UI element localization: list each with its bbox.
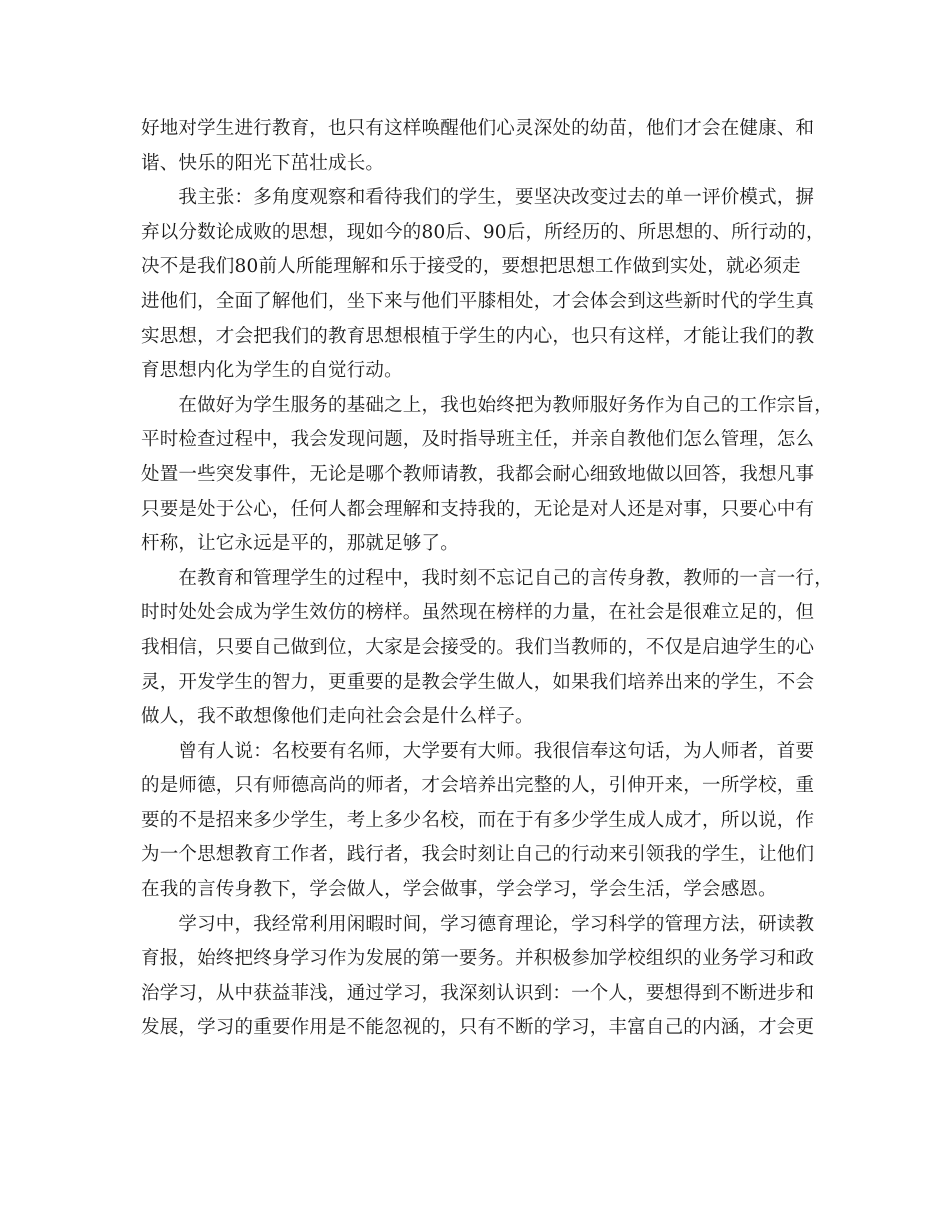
text-line: 弃以分数论成败的思想，现如今的80后、90后，所经历的、所思想的、所行动的，: [141, 221, 825, 243]
text-line: 灵，开发学生的智力，更重要的是教会学生做人，如果我们培养出来的学生，不会: [141, 671, 815, 693]
text-line: 育报，始终把终身学习作为发展的第一要务。并积极参加学校组织的业务学习和政: [141, 948, 815, 970]
text-line: 进他们，全面了解他们，坐下来与他们平膝相处，才会体会到这些新时代的学生真: [141, 290, 815, 312]
text-line: 在我的言传身教下，学会做人，学会做事，学会学习，学会生活，学会感恩。: [141, 879, 777, 901]
text-line: 做人，我不敢想像他们走向社会会是什么样子。: [141, 706, 534, 728]
text-line: 在做好为学生服务的基础之上，我也始终把为教师服好务作为自己的工作宗旨，: [141, 394, 833, 416]
text-line: 决不是我们80前人所能理解和乐于接受的，要想把思想工作做到实处，就必须走: [141, 256, 801, 278]
text-line: 我相信，只要自己做到位，大家是会接受的。我们当教师的，不仅是启迪学生的心: [141, 636, 815, 658]
text-line: 好地对学生进行教育，也只有这样唤醒他们心灵深处的幼苗，他们才会在健康、和: [141, 118, 815, 139]
document-body: [141, 112, 833, 1046]
text-line: 治学习，从中获益菲浅，通过学习，我深刻认识到：一个人，要想得到不断进步和: [141, 982, 815, 1004]
text-line: 要的不是招来多少学生，考上多少名校，而在于有多少学生成人成才，所以说，作: [141, 809, 815, 831]
text-line: 发展，学习的重要作用是不能忽视的，只有不断的学习，丰富自己的内涵，才会更: [141, 1017, 815, 1039]
text-line: 实思想，才会把我们的教育思想根植于学生的内心，也只有这样，才能让我们的教: [141, 325, 815, 347]
text-line: 育思想内化为学生的自觉行动。: [141, 360, 403, 382]
text-line: 曾有人说：名校要有名师，大学要有大师。我很信奉这句话，为人师者，首要: [141, 740, 815, 762]
text-line: 时时处处会成为学生效仿的榜样。虽然现在榜样的力量，在社会是很难立足的，但: [141, 602, 815, 624]
text-line: 谐、快乐的阳光下茁壮成长。: [141, 152, 385, 174]
text-line: 在教育和管理学生的过程中，我时刻不忘记自己的言传身教，教师的一言一行，: [141, 567, 833, 589]
text-line: 为一个思想教育工作者，践行者，我会时刻让自己的行动来引领我的学生，让他们: [141, 844, 815, 866]
text-line: 平时检查过程中，我会发现问题，及时指导班主任，并亲自教他们怎么管理，怎么: [141, 429, 815, 451]
text-line: 只要是处于公心，任何人都会理解和支持我的，无论是对人还是对事，只要心中有: [141, 498, 815, 520]
text-line: 我主张：多角度观察和看待我们的学生，要坚决改变过去的单一评价模式，摒: [141, 187, 815, 209]
text-line: 杆称，让它永远是平的，那就足够了。: [141, 533, 459, 555]
text-line: 处置一些突发事件，无论是哪个教师请教，我都会耐心细致地做以回答，我想凡事: [141, 463, 815, 485]
text-line: 的是师德，只有师德高尚的师者，才会培养出完整的人，引伸开来，一所学校，重: [141, 775, 815, 797]
text-line: 学习中，我经常利用闲暇时间，学习德育理论，学习科学的管理方法，研读教: [141, 913, 815, 935]
